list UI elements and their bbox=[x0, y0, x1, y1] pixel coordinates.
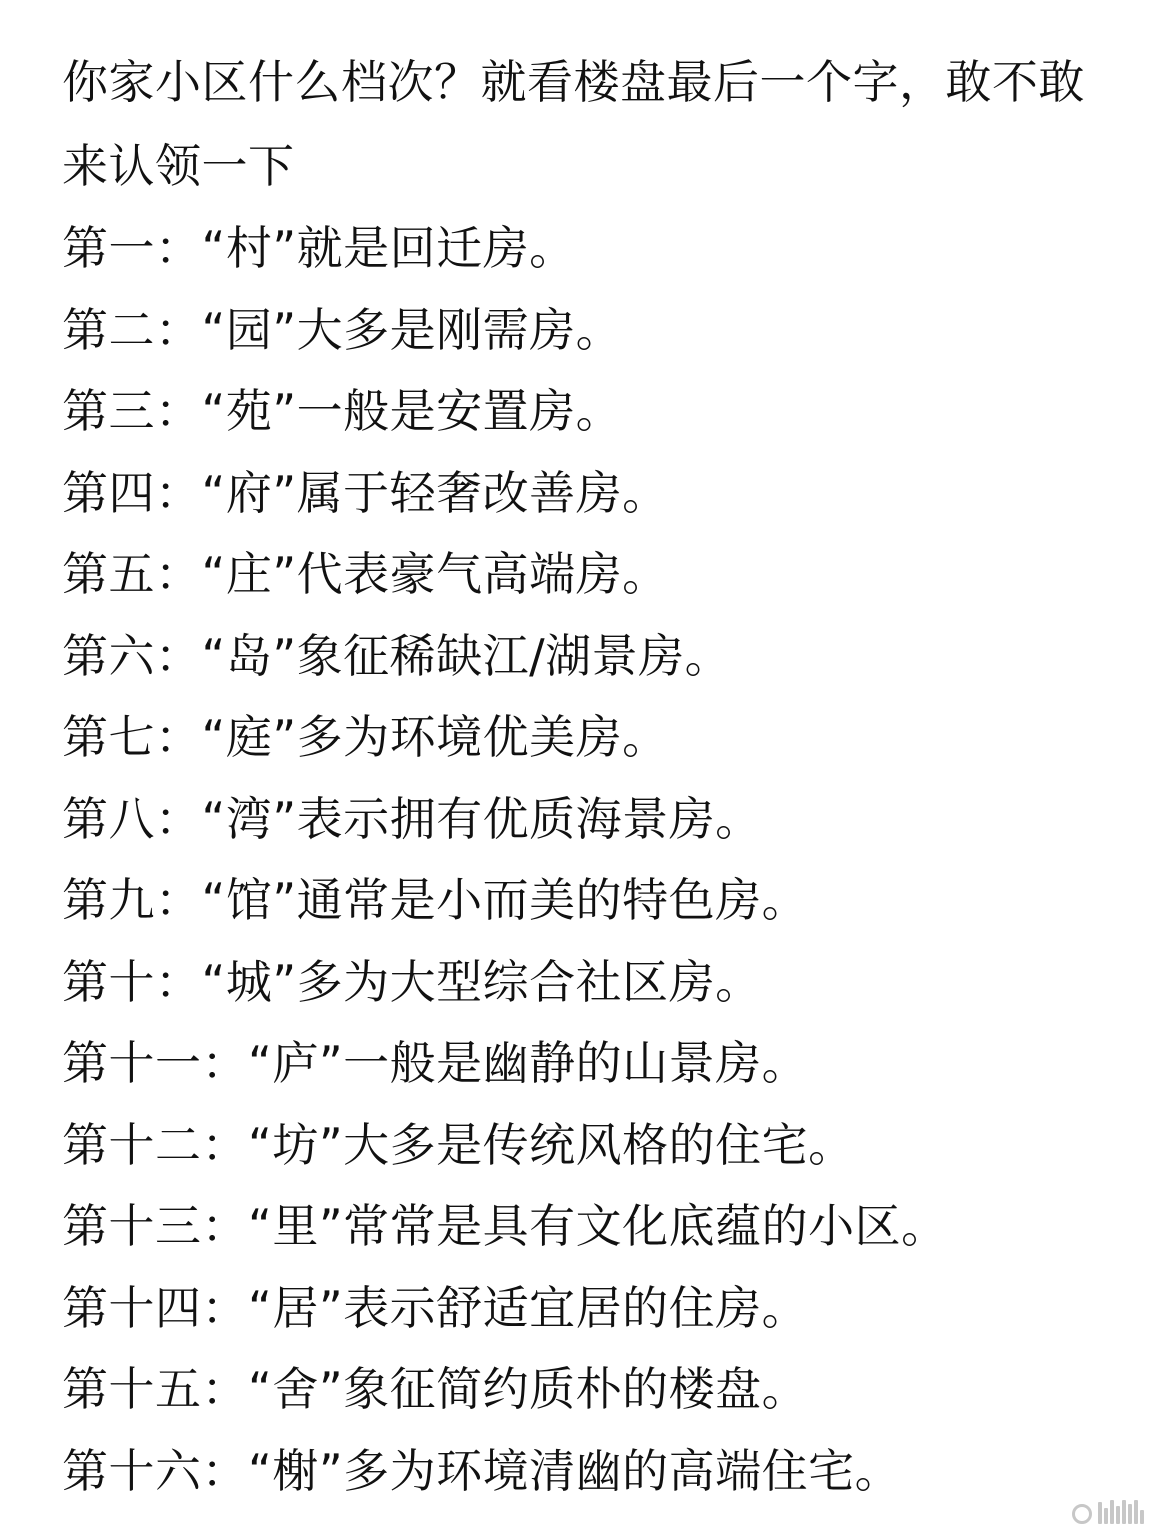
list-item: 第十五：“舍”象征简约质朴的楼盘。 bbox=[62, 1362, 809, 1416]
list-item: 第十二：“坊”大多是传统风格的住宅。 bbox=[62, 1117, 855, 1172]
list-item: 第八：“湾”表示拥有优质海景房。 bbox=[62, 791, 762, 846]
list-item: 第十：“城”多为大型综合社区房。 bbox=[62, 954, 762, 1009]
list-item: 第十三：“里”常常是具有文化底蕴的小区。 bbox=[62, 1199, 948, 1253]
list-item: 第四：“府”属于轻奢改善房。 bbox=[62, 465, 669, 520]
watermark-bar-icon bbox=[1098, 1502, 1102, 1524]
watermark-bar-icon bbox=[1140, 1510, 1144, 1524]
list-item: 第十一：“庐”一般是幽静的山景房。 bbox=[62, 1036, 809, 1090]
list-item: 第九：“馆”通常是小而美的特色房。 bbox=[62, 873, 809, 927]
watermark-bar-icon bbox=[1110, 1500, 1114, 1524]
item-list bbox=[62, 208, 1122, 1512]
article bbox=[62, 40, 1122, 1512]
watermark-ring-icon bbox=[1072, 1504, 1092, 1524]
article-headline: 你家小区什么档次？就看楼盘最后一个字，敢不敢来认领一下 bbox=[62, 55, 1085, 193]
watermark-bar-icon bbox=[1116, 1506, 1120, 1524]
list-item: 第一：“村”就是回迁房。 bbox=[62, 221, 576, 275]
list-item: 第三：“苑”一般是安置房。 bbox=[62, 384, 623, 438]
list-item: 第十六：“榭”多为环境清幽的高端住宅。 bbox=[62, 1443, 902, 1498]
list-item: 第五：“庄”代表豪气高端房。 bbox=[62, 547, 669, 601]
list-item: 第六：“岛”象征稀缺江/湖景房。 bbox=[62, 628, 732, 683]
list-item: 第二：“园”大多是刚需房。 bbox=[62, 302, 623, 357]
list-item: 第七：“庭”多为环境优美房。 bbox=[62, 710, 669, 764]
watermark-bar-icon bbox=[1104, 1508, 1108, 1524]
list-item: 第十四：“居”表示舒适宜居的住房。 bbox=[62, 1280, 809, 1335]
watermark-bar-icon bbox=[1122, 1500, 1126, 1524]
watermark-logo bbox=[1072, 1498, 1144, 1524]
watermark-bar-icon bbox=[1134, 1500, 1138, 1524]
watermark-bar-icon bbox=[1128, 1504, 1132, 1524]
